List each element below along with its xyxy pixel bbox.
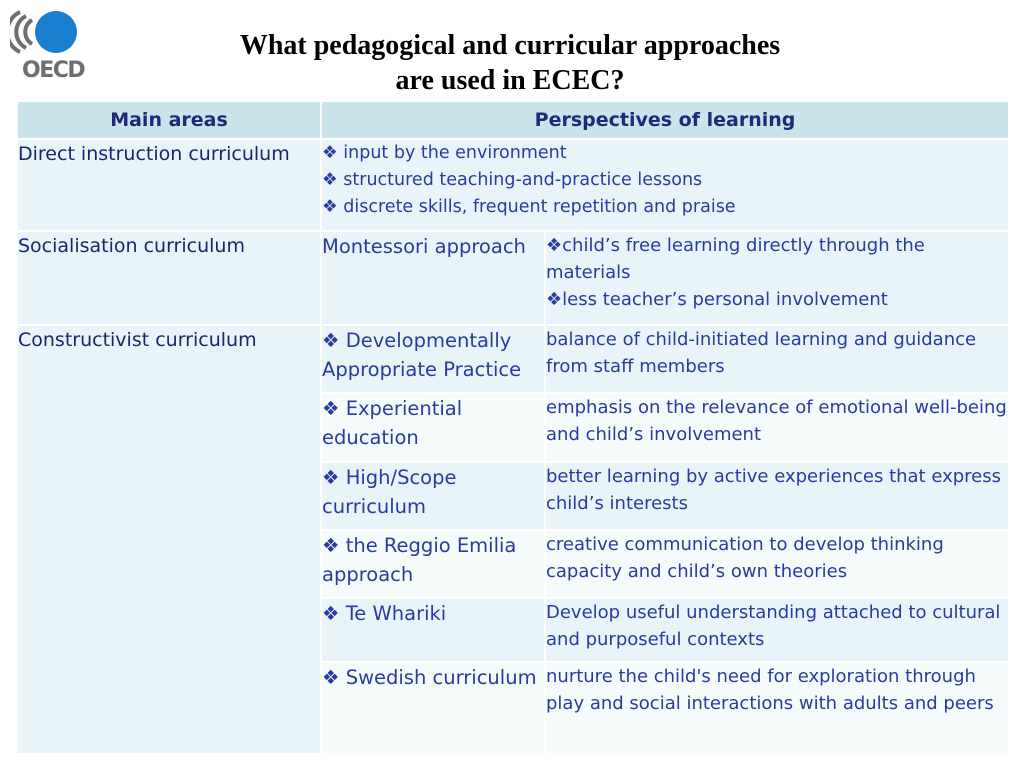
header-main-areas: Main areas	[17, 101, 321, 139]
approach-cell: ❖ Swedish curriculum	[321, 662, 545, 754]
description-cell: nurture the child's need for exploration through play and social interactions with adults and peers	[545, 662, 1009, 754]
list-item: ❖ input by the environment	[322, 143, 567, 163]
table-row-constructivist	[17, 325, 1009, 393]
description-cell: better learning by active experiences that express child’s interests	[545, 462, 1009, 530]
bullet-icon: ❖	[322, 466, 340, 489]
list-item: ❖ structured teaching-and-practice lessons	[322, 170, 703, 190]
area-direct-instruction: Direct instruction curriculum	[17, 139, 321, 231]
description-cell: creative communication to develop thinking capacity and child’s own theories	[545, 530, 1009, 598]
bullet-icon: ❖	[322, 534, 340, 557]
title-line-1: What pedagogical and curricular approaches	[239, 30, 781, 61]
description-cell: balance of child-initiated learning and guidance from staff members	[545, 325, 1009, 393]
header-row	[17, 101, 1009, 139]
list-item: ❖child’s free learning directly through the materials	[546, 235, 925, 283]
area-socialisation: Socialisation curriculum	[17, 231, 321, 325]
approach-cell: ❖ Developmentally Appropriate Practice	[321, 325, 545, 393]
curriculum-table	[16, 100, 1010, 755]
bullet-icon: ❖	[322, 329, 340, 352]
oecd-logo-text: OECD	[22, 58, 85, 83]
bullet-icon: ❖	[322, 143, 338, 163]
oecd-logo-mark	[10, 8, 80, 58]
bullet-icon: ❖	[322, 602, 340, 625]
page-title	[120, 28, 900, 98]
bullet-icon: ❖	[322, 666, 340, 689]
table-row-direct	[17, 139, 1009, 231]
approach-cell: ❖ the Reggio Emilia approach	[321, 530, 545, 598]
bullet-icon: ❖	[546, 235, 563, 256]
approach-cell: ❖ High/Scope curriculum	[321, 462, 545, 530]
header-perspectives: Perspectives of learning	[321, 101, 1009, 139]
list-item: ❖less teacher’s personal involvement	[546, 289, 888, 310]
description-cell: emphasis on the relevance of emotional well-being and child’s involvement	[545, 393, 1009, 462]
description-cell: Develop useful understanding attached to cultural and purposeful contexts	[545, 598, 1009, 662]
title-line-2: are used in ECEC?	[395, 65, 625, 96]
montessori-perspectives	[545, 231, 1009, 325]
list-item: ❖ discrete skills, frequent repetition and praise	[322, 197, 736, 217]
bullet-icon: ❖	[322, 197, 338, 217]
bullet-icon: ❖	[322, 170, 338, 190]
direct-perspectives	[321, 139, 1009, 231]
approach-cell: ❖ Experiential education	[321, 393, 545, 462]
area-constructivist: Constructivist curriculum	[17, 325, 321, 754]
table-row-socialisation	[17, 231, 1009, 325]
approach-cell: ❖ Te Whariki	[321, 598, 545, 662]
oecd-logo	[10, 8, 85, 83]
approach-montessori: Montessori approach	[321, 231, 545, 325]
bullet-icon: ❖	[546, 289, 563, 310]
bullet-icon: ❖	[322, 397, 340, 420]
